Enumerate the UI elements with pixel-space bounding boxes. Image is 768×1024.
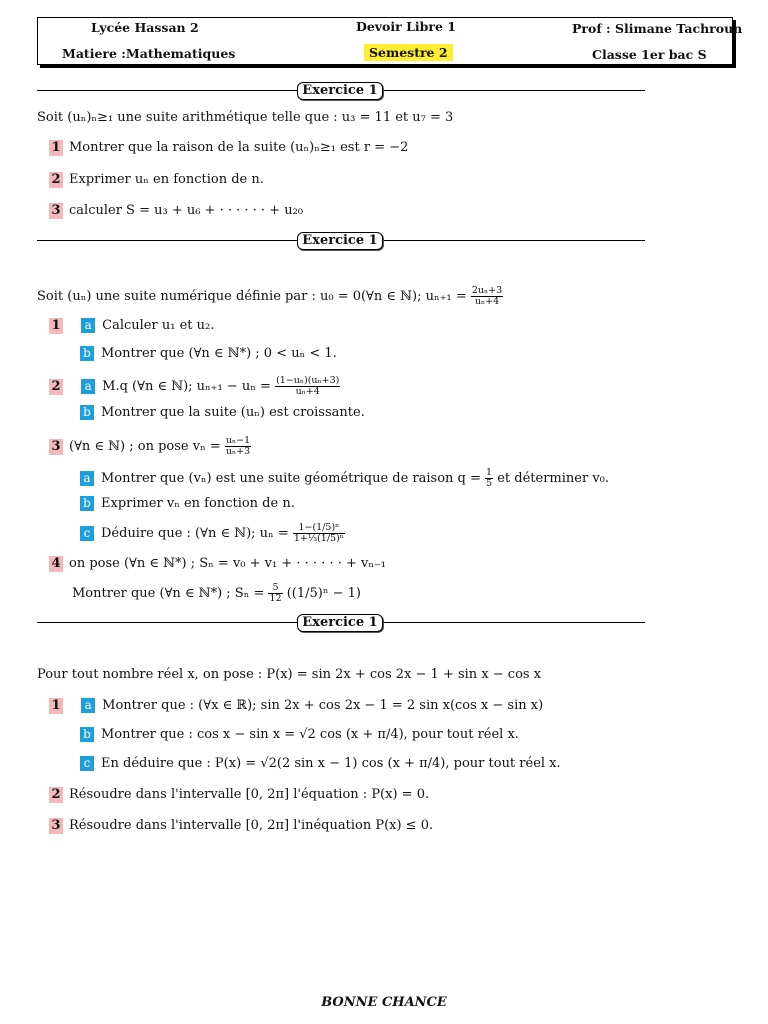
fraction	[275, 376, 340, 397]
doc-title: Devoir Libre 1	[356, 19, 456, 34]
question-text: Montrer que la raison de la suite (uₙ)ₙ≥₁ est r = −2	[69, 140, 409, 155]
intro-text: Soit (uₙ) une suite numérique définie par : u₀ = 0(∀n ∈ ℕ); uₙ₊₁ =	[37, 289, 467, 304]
sub-label: c	[80, 756, 94, 771]
ex3-q1c	[80, 756, 561, 771]
fraction	[485, 468, 493, 489]
question-text: En déduire que : P(x) = √2(2 sin x − 1) cos (x + π/4), pour tout réel x.	[101, 756, 561, 771]
question-text: Calculer u₁ et u₂.	[102, 318, 215, 333]
fraction	[471, 286, 503, 307]
section-divider-1	[37, 81, 645, 101]
prof-name: Prof : Slimane Tachroun	[572, 21, 743, 36]
question-text: Montrer que la suite (uₙ) est croissante.	[101, 405, 365, 420]
ex2-q3a	[80, 468, 609, 489]
fraction	[268, 583, 282, 604]
numerator: 2uₙ+3	[471, 285, 503, 296]
ex1-q3	[49, 203, 303, 219]
question-text: Montrer que : (∀x ∈ ℝ); sin 2x + cos 2x − 1 = 2 sin x(cos x − sin x)	[102, 698, 544, 713]
question-number: 1	[49, 140, 63, 156]
ex1-q1	[49, 140, 408, 156]
denominator: 1+⅓(1/5)ⁿ	[293, 533, 344, 544]
question-number: 3	[49, 818, 63, 834]
question-text-end: ((1/5)ⁿ − 1)	[286, 586, 361, 601]
section-title: Exercice 1	[297, 614, 383, 632]
ex2-q2a	[49, 376, 340, 397]
denominator: uₙ+4	[295, 386, 320, 397]
school-name: Lycée Hassan 2	[91, 20, 199, 35]
question-number: 3	[49, 203, 63, 219]
question-number: 1	[49, 698, 63, 714]
ex2-q4b	[72, 583, 361, 604]
question-number: 1	[49, 318, 63, 334]
sub-label: a	[81, 379, 95, 394]
ex2-q3c	[80, 523, 345, 544]
question-text: Montrer que (∀n ∈ ℕ*) ; 0 < uₙ < 1.	[101, 346, 337, 361]
denominator: 12	[269, 593, 282, 604]
question-text: Déduire que : (∀n ∈ ℕ); uₙ =	[101, 526, 289, 541]
denominator: 5	[486, 478, 493, 489]
ex3-q2	[49, 787, 429, 803]
fraction	[225, 436, 251, 457]
question-text: calculer S = u₃ + u₆ + · · · · · · + u₂₀	[69, 203, 303, 218]
ex3-q1a	[49, 698, 543, 714]
sub-label: a	[81, 318, 95, 333]
question-number: 2	[49, 787, 63, 803]
fraction	[293, 523, 345, 544]
header-box	[37, 17, 743, 65]
semester-badge: Semestre 2	[364, 44, 453, 61]
section-title: Exercice 1	[297, 82, 383, 100]
ex3-q3	[49, 818, 433, 834]
numerator: 5	[268, 583, 282, 594]
sub-label: a	[80, 471, 94, 486]
section-title: Exercice 1	[297, 232, 383, 250]
ex1-q2	[49, 172, 264, 188]
numerator: uₙ−1	[225, 435, 251, 446]
denominator: uₙ+3	[225, 446, 251, 457]
section-divider-3	[37, 613, 645, 633]
question-text: Montrer que (vₙ) est une suite géométrique de raison q =	[101, 471, 481, 486]
subject: Matiere :Mathematiques	[62, 46, 236, 61]
ex2-intro	[37, 286, 503, 307]
question-text: Montrer que : cos x − sin x = √2 cos (x + π/4), pour tout réel x.	[101, 727, 519, 742]
section-divider-2	[37, 231, 645, 251]
question-text: Exprimer uₙ en fonction de n.	[69, 172, 264, 187]
question-text: Résoudre dans l'intervalle [0, 2π] l'équation : P(x) = 0.	[69, 787, 430, 802]
ex2-q3b	[80, 496, 295, 511]
sub-label: b	[80, 346, 94, 361]
question-text: Montrer que (∀n ∈ ℕ*) ; Sₙ =	[72, 586, 265, 601]
question-text: M.q (∀n ∈ ℕ); uₙ₊₁ − uₙ =	[102, 379, 271, 394]
sub-label: a	[81, 698, 95, 713]
numerator: 1	[486, 467, 493, 478]
question-text: Exprimer vₙ en fonction de n.	[101, 496, 295, 511]
ex2-q1b	[80, 346, 337, 361]
question-number: 3	[49, 439, 63, 455]
denominator: uₙ+4	[474, 296, 500, 307]
question-number: 2	[49, 172, 63, 188]
question-text: Résoudre dans l'intervalle [0, 2π] l'inéquation P(x) ≤ 0.	[69, 818, 434, 833]
question-text-end: et déterminer v₀.	[497, 471, 610, 486]
ex3-intro: Pour tout nombre réel x, on pose : P(x) = sin 2x + cos 2x − 1 + sin x − cos x	[37, 667, 542, 682]
sub-label: c	[80, 526, 94, 541]
sub-label: b	[80, 496, 94, 511]
ex2-q3	[49, 436, 251, 457]
question-number: 4	[49, 556, 63, 572]
ex2-q2b	[80, 405, 365, 420]
sub-label: b	[80, 727, 94, 742]
question-text: (∀n ∈ ℕ) ; on pose vₙ =	[69, 439, 221, 454]
numerator: 1−(1/5)ⁿ	[293, 523, 345, 534]
class-level: Classe 1er bac S	[592, 47, 707, 62]
footer: BONNE CHANCE	[321, 995, 447, 1010]
ex1-intro: Soit (uₙ)ₙ≥₁ une suite arithmétique telle que : u₃ = 11 et u₇ = 3	[37, 110, 454, 125]
ex2-q1a	[49, 318, 214, 334]
sub-label: b	[80, 405, 94, 420]
ex2-q4	[49, 556, 386, 572]
question-text: on pose (∀n ∈ ℕ*) ; Sₙ = v₀ + v₁ + · · · · · · + vₙ₋₁	[69, 556, 387, 571]
ex3-q1b	[80, 727, 519, 742]
question-number: 2	[49, 379, 63, 395]
numerator: (1−uₙ)(uₙ+3)	[276, 375, 340, 386]
